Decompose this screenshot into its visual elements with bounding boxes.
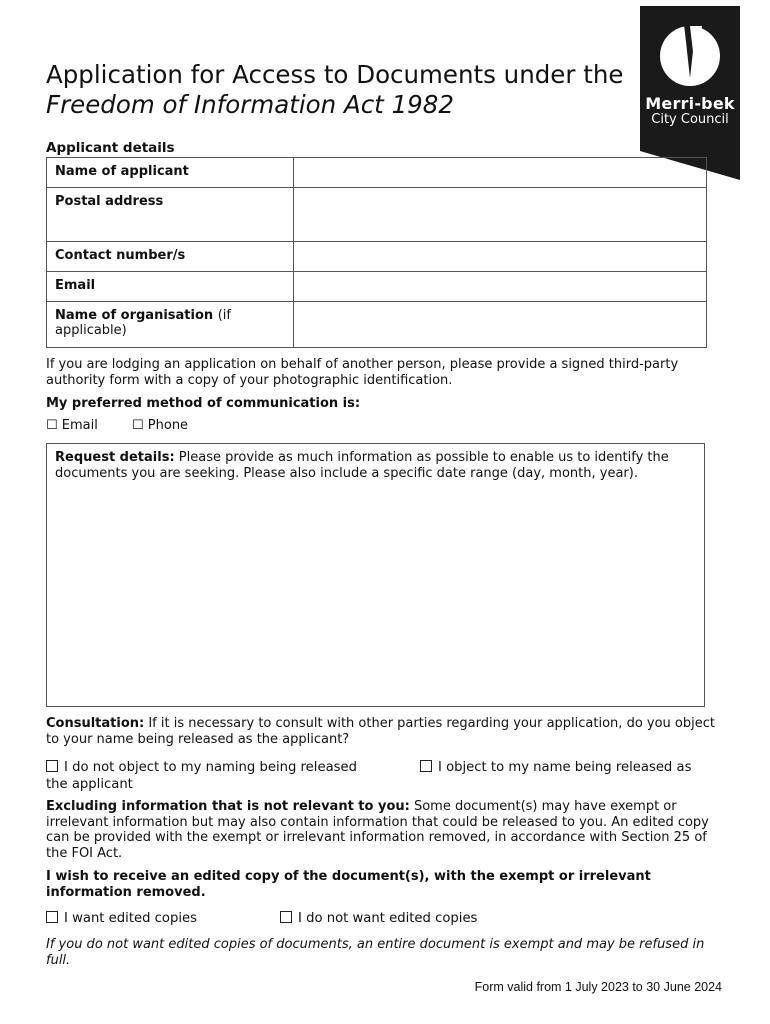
- communication-heading: My preferred method of communication is:: [46, 396, 361, 411]
- excluding-info-text: Excluding information that is not relevant to you: Some document(s) may have exempt or irrelevant information but may also contain information that could be released to you. An edited copy can be provided with the exempt or irrelevant information removed, in accordance with Section 25 of the FOI Act.: [46, 799, 709, 861]
- postal-address-field[interactable]: [294, 188, 707, 242]
- row-label-contact: Contact number/s: [47, 242, 294, 272]
- edited-option-no[interactable]: I do not want edited copies: [280, 911, 477, 927]
- table-row: [47, 302, 707, 348]
- logo-subtitle: City Council: [651, 112, 729, 127]
- row-label-postal: Postal address: [47, 188, 294, 242]
- checkbox[interactable]: [46, 760, 58, 772]
- name-of-applicant-field[interactable]: [294, 158, 707, 188]
- contact-number-field[interactable]: [294, 242, 707, 272]
- email-field[interactable]: [294, 272, 707, 302]
- row-label-email: Email: [47, 272, 294, 302]
- edited-copy-note: If you do not want edited copies of documents, an entire document is exempt and may be refused in full.: [46, 937, 705, 968]
- third-party-note: If you are lodging an application on behalf of another person, please provide a signed third-party authority form with a copy of your photographic identification.: [46, 357, 679, 388]
- logo-banner-shape: [640, 6, 740, 180]
- applicant-details-heading: Applicant details: [46, 140, 175, 156]
- row-label-name: Name of applicant: [47, 158, 294, 188]
- page-title: Application for Access to Documents under the: [46, 60, 624, 89]
- request-details-box[interactable]: [46, 443, 705, 707]
- edited-option-yes[interactable]: I want edited copies: [46, 911, 197, 927]
- row-label-organisation: Name of organisation (if applicable): [47, 302, 294, 348]
- page-title-act: Freedom of Information Act 1982: [46, 90, 454, 119]
- request-details-text: Request details: Please provide as much information as possible to enable us to identify the documents you are seeking. Please also include a specific date range (day, month, year).: [55, 450, 669, 481]
- consultation-text: Consultation: If it is necessary to consult with other parties regarding your application, do you object to your name being released as the applicant?: [46, 716, 715, 747]
- communication-options: [46, 418, 218, 433]
- consultation-option-object[interactable]: I object to my name being released as: [420, 760, 691, 776]
- table-row: [47, 272, 707, 302]
- merri-bek-logo: [640, 6, 740, 180]
- table-row: [47, 158, 707, 188]
- applicant-details-table: [46, 157, 707, 348]
- edited-copy-heading: I wish to receive an edited copy of the document(s), with the exempt or irrelevant information removed.: [46, 869, 651, 900]
- table-row: [47, 188, 707, 242]
- form-validity-footer: Form valid from 1 July 2023 to 30 June 2024: [474, 980, 722, 994]
- checkbox[interactable]: [280, 911, 292, 923]
- table-row: [47, 242, 707, 272]
- organisation-field[interactable]: [294, 302, 707, 348]
- checkbox[interactable]: [46, 911, 58, 923]
- consultation-option-continuation: the applicant: [46, 777, 133, 792]
- phone-option-checkbox[interactable]: ☐ Phone: [132, 418, 189, 433]
- email-option-checkbox[interactable]: ☐ Email: [46, 418, 98, 433]
- logo-name: Merri-bek: [645, 94, 735, 113]
- checkbox[interactable]: [420, 760, 432, 772]
- consultation-option-no-object[interactable]: I do not object to my naming being released: [46, 760, 357, 776]
